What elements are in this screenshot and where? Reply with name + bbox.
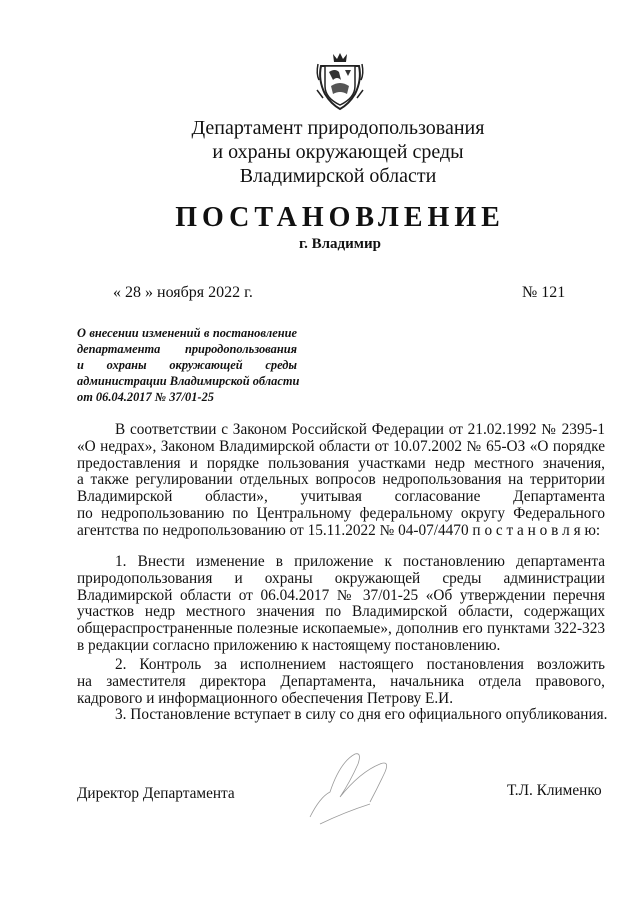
item-1-paragraph (77, 554, 605, 655)
document-title: ПОСТАНОВЛЕНИЕ (175, 202, 505, 233)
signature-icon (300, 742, 420, 832)
text-line: Владимирской области», учитывая согласование Департамента (77, 488, 605, 506)
text-line: предоставления и порядке пользования участками недр местного значения, (77, 454, 605, 472)
text-line: Владимирской области от 06.04.2017 № 37/01-25 «Об утверждении перечня (77, 586, 605, 604)
signatory-title: Директор Департамента (77, 785, 235, 802)
coat-of-arms-icon (315, 50, 365, 112)
document-date: « 28 » ноября 2022 г. (113, 284, 253, 301)
subject-line: департамента природопользования (77, 342, 297, 356)
subject-line: администрации Владимирской области (77, 374, 300, 388)
text-line: В соответствии с Законом Российской Федерации от 21.02.1992 № 2395-1 (115, 421, 605, 438)
signatory-name: Т.Л. Клименко (507, 782, 602, 799)
text-line: на заместителя директора Департамента, начальника отдела правового, (77, 672, 605, 690)
text-line: 1. Внести изменение в приложение к постановлению департамента (115, 553, 605, 570)
subject-line: О внесении изменений в постановление (77, 326, 297, 340)
text-line: «О недрах», Законом Владимирской области от 10.07.2002 № 65-ОЗ «О порядке (77, 437, 605, 455)
subject-line: и охраны окружающей среды (77, 358, 297, 372)
text-line: а также регулировании отдельных вопросов недропользования на территории (77, 471, 605, 489)
text-line: общераспространенные полезные ископаемые», дополнив его пунктами 322-323 (77, 620, 605, 638)
department-name-line-2: и охраны окружающей среды (212, 141, 464, 163)
item-2-paragraph (77, 657, 605, 707)
text-line: агентства по недропользованию от 15.11.2022 № 04-07/4470 п о с т а н о в л я ю: (77, 521, 601, 539)
text-line: участков недр местного значения по Владимирской области, содержащих (77, 603, 605, 621)
document-number: № 121 (522, 284, 566, 301)
department-name-line-1: Департамент природопользования (191, 117, 485, 139)
department-name-line-3: Владимирской области (239, 165, 437, 187)
intro-paragraph (77, 422, 605, 540)
text-line: в редакции согласно приложению к настоящему постановлению. (77, 636, 501, 654)
text-line: природопользования и охраны окружающей среды администрации (77, 569, 605, 587)
subject-line: от 06.04.2017 № 37/01-25 (77, 390, 214, 404)
document-city: г. Владимир (299, 236, 381, 252)
document-subject (77, 325, 300, 405)
text-line: по недропользованию по Центральному федеральному округу Федерального (77, 504, 605, 522)
text-line: 2. Контроль за исполнением настоящего постановления возложить (115, 656, 605, 673)
item-3-paragraph (77, 706, 608, 724)
text-line: кадрового и информационного обеспечения Петрову Е.И. (77, 689, 454, 707)
text-line: 3. Постановление вступает в силу со дня его официального опубликования. (115, 706, 608, 723)
